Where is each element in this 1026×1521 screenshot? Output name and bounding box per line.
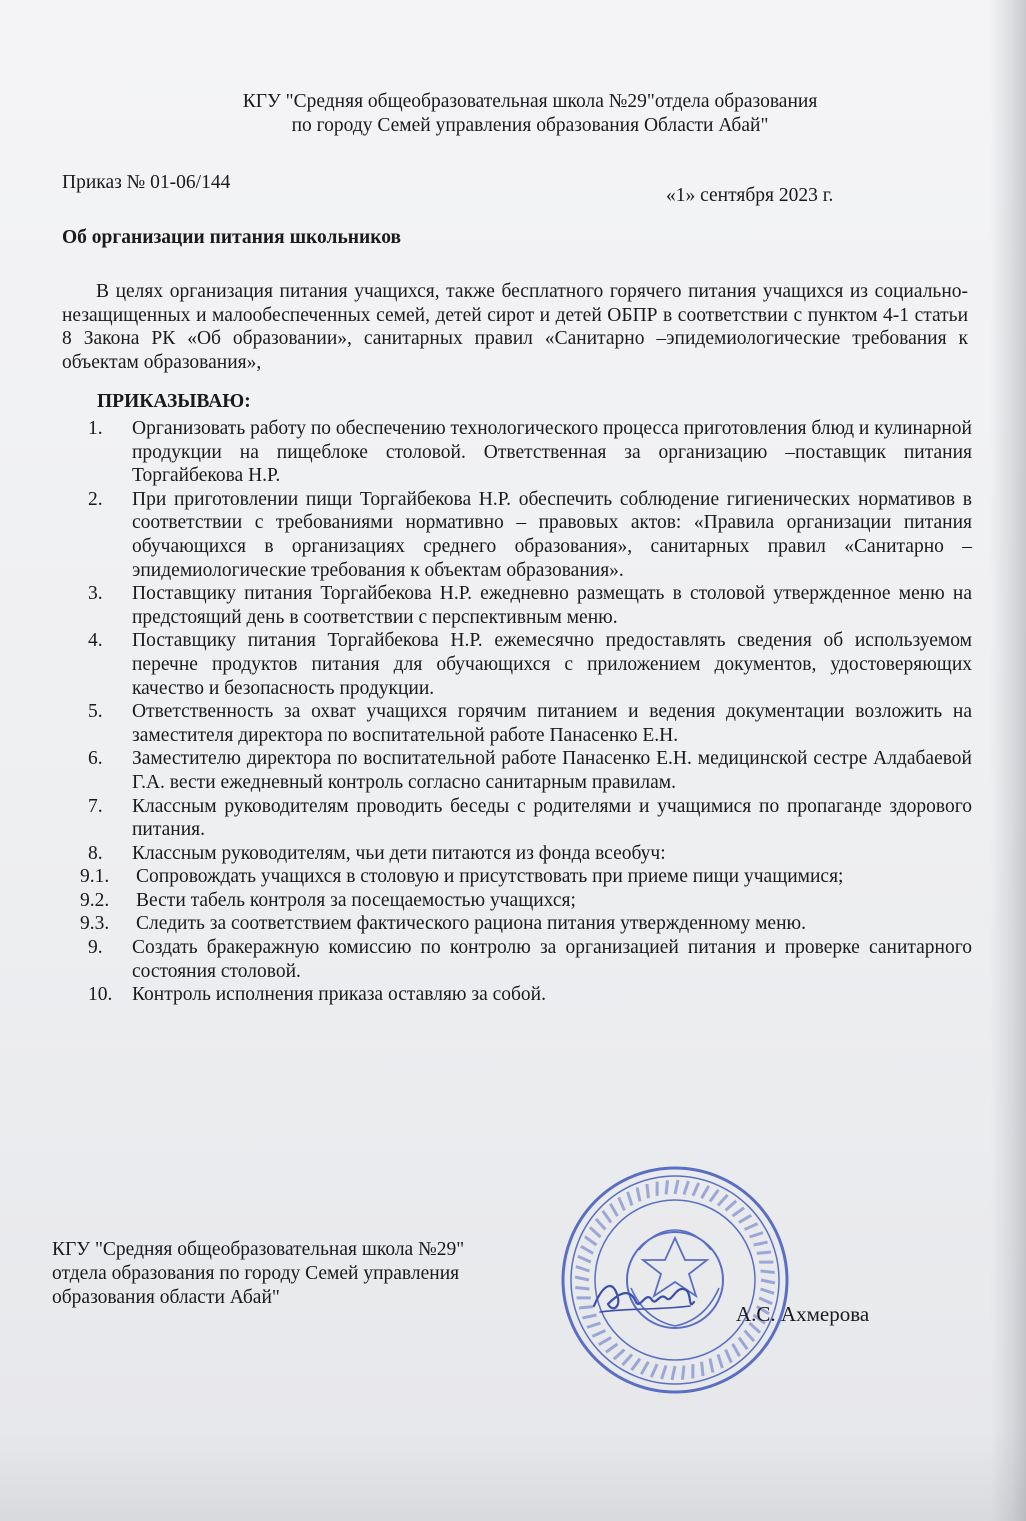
order-item: [62, 700, 972, 747]
signature-stroke: [594, 1286, 694, 1308]
order-item-text: Поставщику питания Торгайбекова Н.Р. ежемесячно предоставлять сведения об используемом перечне продуктов питания для обучающихся с приложением документов, удостоверяющих качество и безопасность продукции.: [132, 630, 972, 699]
order-item: [62, 912, 972, 936]
seal-letter-mark: [726, 1350, 732, 1363]
order-item-text: При приготовлении пищи Торгайбекова Н.Р. обеспечить соблюдение гигиенических нормативов в соответствии с требованиями нормативно – правовых актов: «Правила организации питания обучающихся в организациях среднего образования», санитарных правил «Санитарно – эпидемиологические требования к объектам образования».: [132, 488, 972, 581]
order-item-text: Ответственность за охват учащихся горячим питанием и ведения документации возложить на заместителя директора по воспитательной работе Панасенко Е.Н.: [132, 701, 972, 746]
order-item-number: 9.2.: [80, 889, 110, 911]
seal-letter-mark: [745, 1331, 755, 1342]
seal-letter-mark: [599, 1338, 611, 1345]
document-header: [160, 90, 900, 138]
seal-letter-mark: [754, 1242, 768, 1245]
seal-letter-mark: [733, 1344, 740, 1356]
seal-letter-mark: [585, 1237, 597, 1245]
order-item-number: 9.: [88, 937, 103, 959]
order-item-number: 9.3.: [80, 913, 110, 935]
seal-letter-mark: [761, 1280, 775, 1283]
order-item: [62, 629, 972, 700]
order-item: [62, 936, 972, 983]
signer-name: А.С. Ахмерова: [736, 1302, 870, 1326]
order-items-list: [62, 417, 972, 1007]
seal-letter-mark: [610, 1204, 617, 1216]
seal-letter-mark: [596, 1219, 606, 1230]
seal-letter-mark: [710, 1190, 718, 1202]
seal-letter-mark: [749, 1233, 763, 1237]
order-item-text: Создать бракеражную комиссию по контролю за организацией питания и проверке санитарного состояния столовой.: [132, 937, 972, 982]
order-item-number: 4.: [88, 630, 103, 652]
seal-letter-mark: [628, 1192, 632, 1206]
order-item-number: 2.: [88, 488, 103, 510]
decree-word: ПРИКАЗЫВАЮ:: [97, 391, 251, 412]
seal-letter-mark: [733, 1208, 745, 1216]
order-item-number: 9.1.: [80, 866, 110, 888]
seal-letter-mark: [726, 1201, 737, 1211]
seal-letter-mark: [576, 1267, 590, 1271]
order-item-number: 1.: [88, 418, 103, 439]
seal-letter-mark: [578, 1256, 591, 1262]
seal-letter-mark: [647, 1184, 648, 1198]
order-item-text: Организовать работу по обеспечению технологического процесса приготовления блюд и кулинарной продукции на пищеблоке столовой. Ответственная за организацию –поставщик питания Торгайбекова Н.Р.: [132, 418, 972, 487]
seal-letter-mark: [684, 1181, 688, 1195]
order-date: «1» сентября 2023 г.: [666, 185, 834, 206]
order-item: [62, 983, 972, 1007]
order-item-number: 6.: [88, 748, 103, 770]
page-shadow: [0, 1431, 1026, 1521]
seal-letter-mark: [575, 1277, 589, 1280]
seal-letter-mark: [592, 1331, 605, 1337]
plastic-sleeve-edge: [990, 0, 1026, 1521]
order-number: Приказ № 01-06/144: [62, 172, 231, 193]
order-item-number: 10.: [88, 984, 113, 1006]
order-item: [62, 417, 972, 488]
seal-letter-mark: [587, 1323, 601, 1327]
footer-org-line-1: КГУ "Средняя общеобразовательная школа №29": [52, 1239, 465, 1260]
seal-letter-mark: [603, 1211, 611, 1223]
seal-letter-mark: [702, 1186, 709, 1198]
seal-letter-mark: [693, 1183, 699, 1196]
order-item-number: 5.: [88, 701, 103, 723]
seal-letter-mark: [581, 1246, 593, 1253]
seal-letter-mark: [761, 1289, 775, 1293]
seal-letter-mark: [710, 1359, 713, 1373]
order-item-number: 3.: [88, 583, 103, 605]
order-item: [62, 795, 972, 842]
seal-letter-mark: [637, 1187, 640, 1201]
seal-letter-mark: [651, 1364, 657, 1377]
seal-letter-mark: [675, 1180, 678, 1194]
seal-letter-mark: [575, 1287, 589, 1289]
order-item-number: 8.: [88, 842, 103, 864]
order-item: [62, 747, 972, 794]
seal-letter-mark: [739, 1215, 751, 1222]
order-item: [62, 889, 972, 913]
order-item: [62, 582, 972, 629]
order-item-text: Контроль исполнения приказа оставляю за собой.: [132, 984, 546, 1006]
order-item-number: 7.: [88, 795, 103, 817]
handwritten-signature: [590, 1272, 700, 1322]
seal-letter-mark: [739, 1338, 747, 1350]
order-item-text: Следить за соответствием фактического рациона питания утвержденному меню.: [136, 913, 806, 935]
seal-letter-mark: [590, 1227, 601, 1237]
seal-letter-mark: [614, 1350, 625, 1360]
intro-paragraph: В целях организация питания учащихся, также бесплатного горячего питания учащихся из социально-незащищенных и малообеспеченных семей, детей сирот и детей ОБПР в соответствии с пунктом 4-1 статьи 8 Закона РК «Об образовании», санитарных правил «Санитарно –эпидемиологические требования к объектам образования»,: [62, 281, 968, 373]
footer-org-line-2: отдела образования по городу Семей управления: [52, 1263, 460, 1284]
header-line-2: по городу Семей управления образования Области Абай": [291, 115, 769, 136]
order-item-text: Классным руководителям, чьи дети питаются из фонда всеобуч:: [132, 842, 666, 864]
header-line-1: КГУ "Средняя общеобразовательная школа №29"отдела образования: [242, 91, 818, 112]
seal-letter-mark: [641, 1362, 648, 1374]
seal-letter-mark: [761, 1271, 775, 1273]
order-item: [62, 488, 972, 582]
seal-letter-mark: [745, 1224, 758, 1230]
seal-letter-mark: [666, 1180, 668, 1194]
footer-org-line-3: образования области Абай": [52, 1287, 280, 1308]
seal-letter-mark: [718, 1354, 722, 1368]
seal-letter-mark: [672, 1366, 675, 1380]
seal-letter-mark: [632, 1359, 640, 1371]
document-title: Об организации питания школьников: [62, 227, 401, 248]
order-item-text: Вести табель контроля за посещаемостью учащихся;: [136, 889, 576, 911]
seal-letter-mark: [606, 1344, 618, 1352]
seal-letter-mark: [702, 1362, 703, 1376]
seal-letter-mark: [622, 1354, 632, 1365]
footer-organization: [52, 1238, 464, 1310]
order-item: [62, 842, 972, 866]
order-item-text: Сопровождать учащихся в столовую и присутствовать при приеме пищи учащимися;: [136, 866, 844, 888]
seal-letter-mark: [619, 1197, 625, 1210]
seal-letter-mark: [662, 1366, 666, 1380]
seal-letter-mark: [757, 1252, 771, 1253]
order-item: [62, 865, 972, 889]
order-item-text: Классным руководителям проводить беседы с родителями и учащимися по пропаганде здорового питания.: [132, 795, 972, 841]
order-item-text: Заместителю директора по воспитательной работе Панасенко Е.Н. медицинской сестре Алдабаевой Г.А. вести ежедневный контроль согласно санитарным правилам.: [132, 748, 972, 793]
seal-letter-mark: [718, 1195, 728, 1206]
seal-letter-mark: [682, 1366, 684, 1380]
order-item-text: Поставщику питания Торгайбекова Н.Р. ежедневно размещать в столовой утвержденное меню на предстоящий день в соответствии с перспективным меню.: [132, 583, 972, 628]
